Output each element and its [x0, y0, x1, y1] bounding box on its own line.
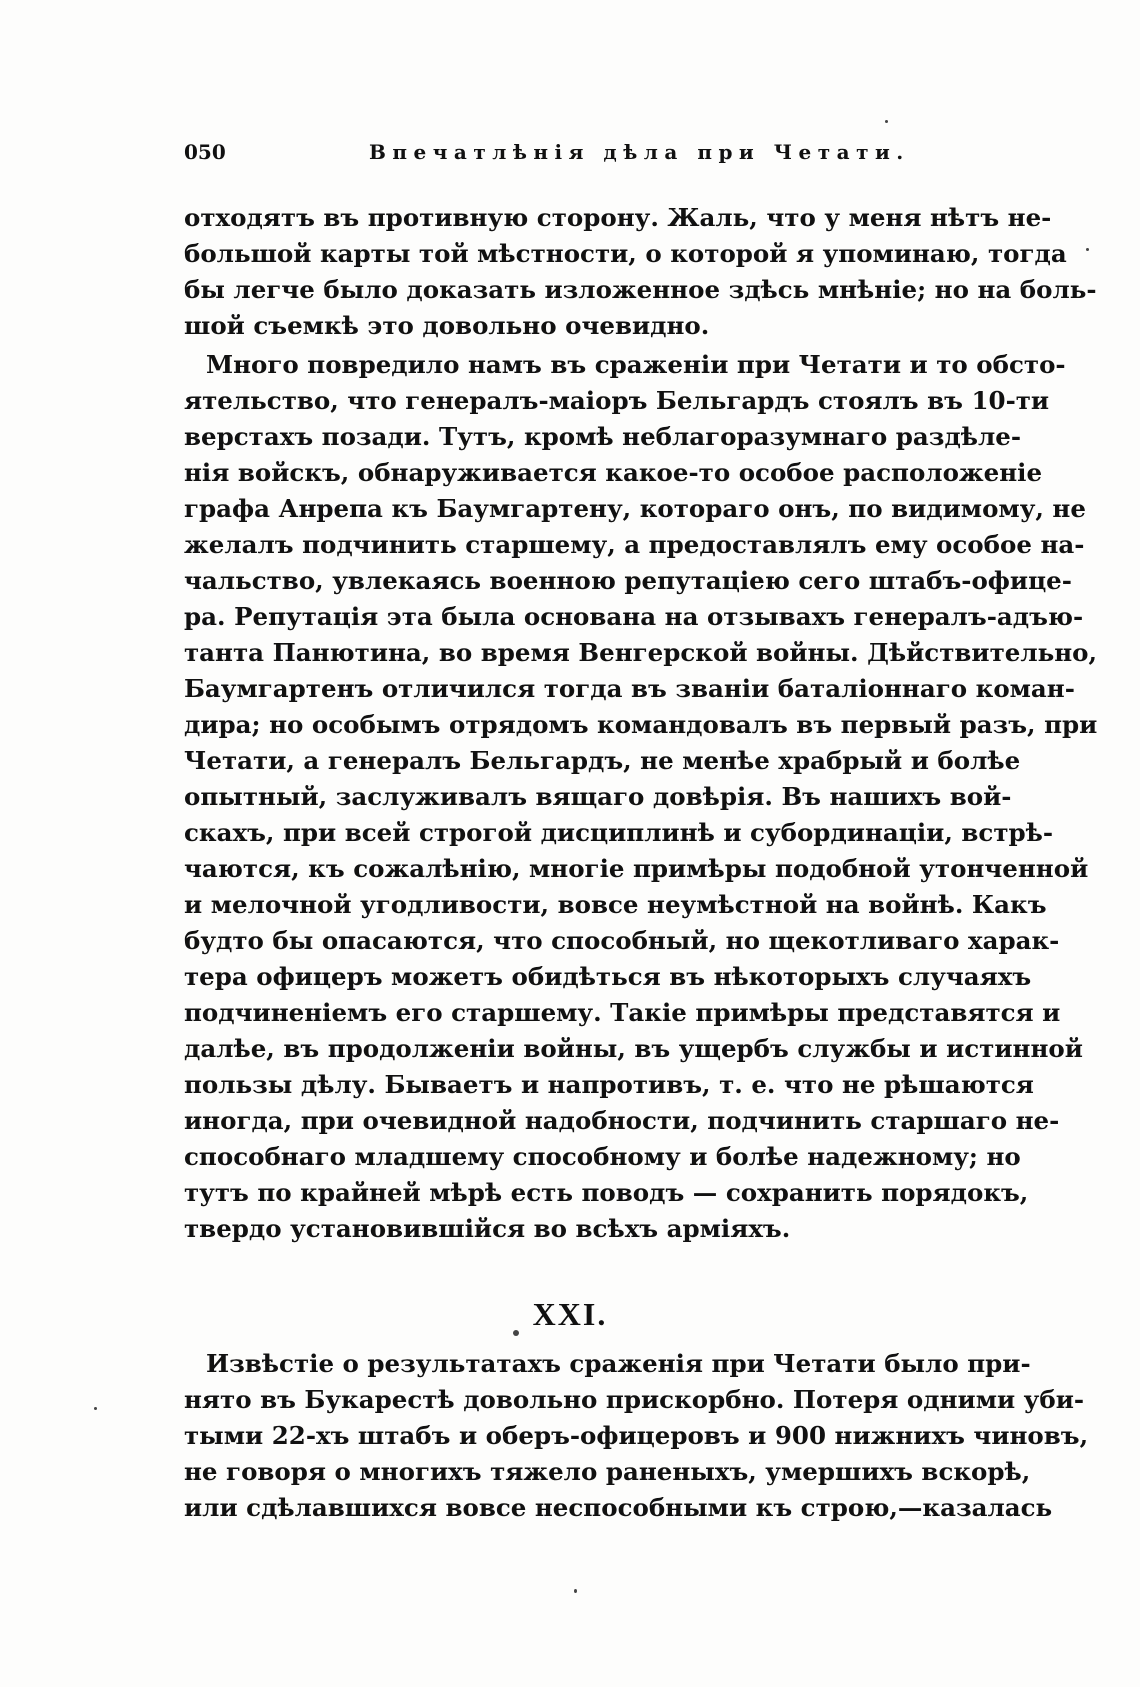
main-text [184, 200, 1098, 1247]
text-line: Извѣстіе о результатахъ сраженія при Четати было при- [206, 1349, 1031, 1378]
text-line: отходятъ въ противную сторону. Жаль, что у меня нѣтъ не- [184, 203, 1052, 232]
text-line: тутъ по крайней мѣрѣ есть поводъ — сохранить порядокъ, [184, 1178, 1029, 1207]
text-line: бы легче было доказать изложенное здѣсь мнѣніе; но на боль- [184, 275, 1097, 304]
page-number: 050 [184, 140, 226, 164]
paper-speck [94, 1407, 97, 1410]
text-line: ятельство, что генералъ-маіоръ Бельгардъ стоялъ въ 10-ти [184, 386, 1050, 415]
text-line: верстахъ позади. Тутъ, кромѣ неблагоразумнаго раздѣле- [184, 422, 1022, 451]
paper-speck [885, 120, 888, 123]
paragraph-2 [184, 347, 1098, 1247]
page-header [184, 140, 1006, 168]
text-line: ра. Репутація эта была основана на отзывахъ генералъ-адъю- [184, 602, 1084, 631]
running-title: Впечатлѣнія дѣла при Четати. [369, 140, 910, 164]
section-heading: XXI. [532, 1296, 608, 1332]
text-line: далѣе, въ продолженіи войны, въ ущербъ службы и истинной [184, 1034, 1083, 1063]
text-line: чальство, увлекаясь военною репутаціею сего штабъ-офице- [184, 566, 1072, 595]
text-line: и мелочной угодливости, вовсе неумѣстной на войнѣ. Какъ [184, 890, 1047, 919]
text-line: большой карты той мѣстности, о которой я упоминаю, тогда [184, 239, 1067, 268]
text-line: дира; но особымъ отрядомъ командовалъ въ первый разъ, при [184, 710, 1098, 739]
paragraph-3 [184, 1346, 1089, 1526]
text-line: тера офицеръ можетъ обидѣться въ нѣкоторыхъ случаяхъ [184, 962, 1032, 991]
text-line: графа Анрепа къ Баумгартену, котораго онъ, по видимому, не [184, 494, 1086, 523]
text-line: опытный, заслуживалъ вящаго довѣрія. Въ нашихъ вой- [184, 782, 1012, 811]
text-line: шой съемкѣ это довольно очевидно. [184, 311, 710, 340]
paper-speck [513, 1330, 519, 1336]
text-line: нято въ Букарестѣ довольно прискорбно. Потеря одними уби- [184, 1385, 1085, 1414]
text-line: чаются, къ сожалѣнію, многіе примѣры подобной утонченной [184, 854, 1089, 883]
text-line: нія войскъ, обнаруживается какое-то особое расположеніе [184, 458, 1043, 487]
text-line: пользы дѣлу. Бываетъ и напротивъ, т. е. что не рѣшаются [184, 1070, 1034, 1099]
paper-speck [1086, 248, 1089, 251]
text-line: тыми 22-хъ штабъ и оберъ-офицеровъ и 900 нижнихъ чиновъ, [184, 1421, 1089, 1450]
text-line: Много повредило намъ въ сраженіи при Четати и то обсто- [206, 350, 1066, 379]
text-line: скахъ, при всей строгой дисциплинѣ и субординаціи, встрѣ- [184, 818, 1054, 847]
paragraph-1 [184, 200, 1097, 344]
text-line: или сдѣлавшихся вовсе неспособными къ строю,—казалась [184, 1493, 1053, 1522]
text-line: способнаго младшему способному и болѣе надежному; но [184, 1142, 1021, 1171]
text-line: Баумгартенъ отличился тогда въ званіи баталіоннаго коман- [184, 674, 1075, 703]
text-line: иногда, при очевидной надобности, подчинить старшаго не- [184, 1106, 1060, 1135]
text-line: не говоря о многихъ тяжело раненыхъ, умершихъ вскорѣ, [184, 1457, 1031, 1486]
text-line: желалъ подчинить старшему, а предоставлялъ ему особое на- [184, 530, 1085, 559]
paper-speck [574, 1589, 577, 1593]
text-line: будто бы опасаются, что способный, но щекотливаго харак- [184, 926, 1060, 955]
text-line: подчиненіемъ его старшему. Такіе примѣры представятся и [184, 998, 1061, 1027]
text-line: Четати, а генералъ Бельгардъ, не менѣе храбрый и болѣе [184, 746, 1021, 775]
text-line: твердо установившійся во всѣхъ арміяхъ. [184, 1214, 791, 1243]
text-line: танта Панютина, во время Венгерской войны. Дѣйствительно, [184, 638, 1098, 667]
